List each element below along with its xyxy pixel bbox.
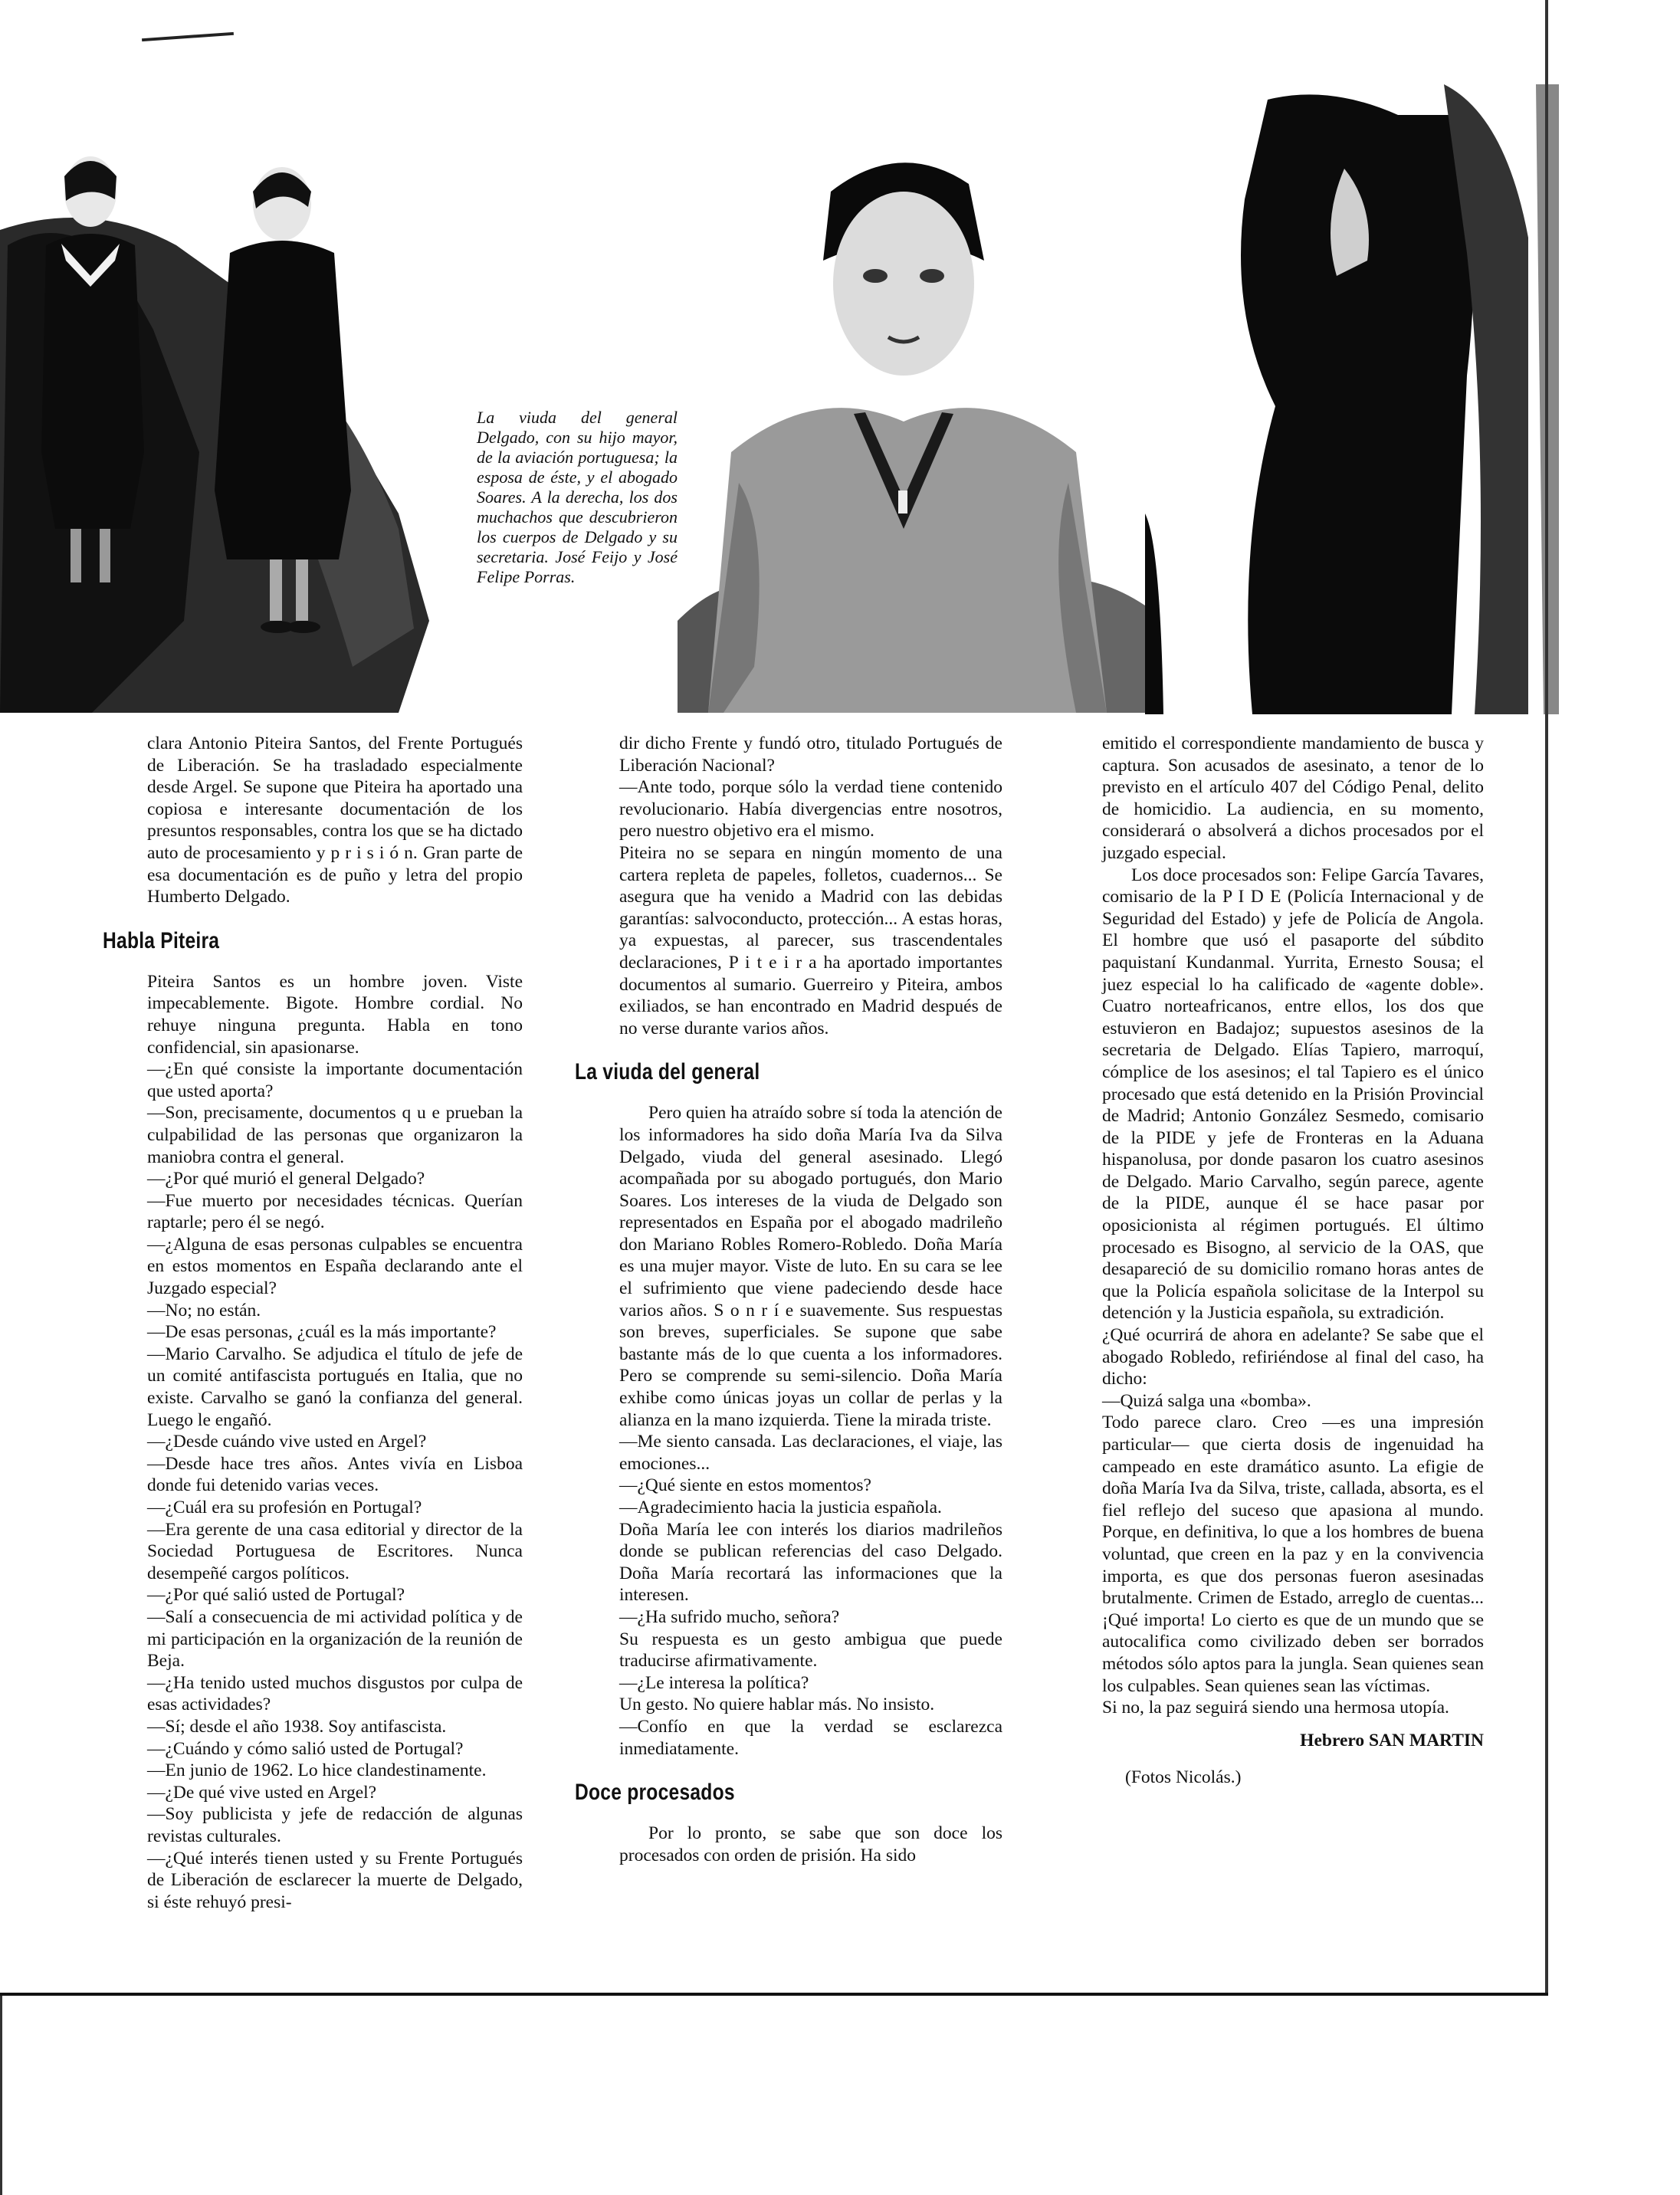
col2-paragraph: Pero quien ha atraído sobre sí toda la atención de los informadores ha sido doña María Iva da Silva Delgado, viuda del general asesinado. Llegó acompañada por su abogado portugués, don Mario Soares. Los intereses de la viuda de Delgado son representados en España por el abogado madrileño don Mariano Robles Romero-Robledo. Doña María es una mujer mayor. Viste de luto. En su cara se lee el sufrimiento que viene padeciendo desde hace varios años. S o n r í e suavemente. Sus respuestas son breves, superficiales. Se supone que sabe bastante más de lo que cuenta a los informadores. Pero se comprende su semi-silencio. Doña María exhibe como únicas joyas un collar de perlas y la alianza en la mano izquierda. Tiene la mirada triste. bbox=[619, 1103, 1002, 1430]
page-left-edge bbox=[0, 1996, 2, 2195]
col1-paragraph: —No; no están. bbox=[147, 1300, 261, 1321]
col1-paragraph: —¿De qué vive usted en Argel? bbox=[147, 1782, 377, 1803]
col2-paragraph: —Confío en que la verdad se esclarezca inmediatamente. bbox=[619, 1716, 1002, 1759]
photo-boy-image bbox=[678, 130, 1145, 713]
col1-paragraph: —¿Desde cuándo vive usted en Argel? bbox=[147, 1432, 427, 1452]
article-column-2 bbox=[575, 733, 1002, 1866]
col3-paragraph: —Quizá salga una «bomba». bbox=[1102, 1390, 1311, 1411]
article-column-3 bbox=[1102, 733, 1484, 1789]
col3-paragraph: ¿Qué ocurrirá de ahora en adelante? Se sabe que el abogado Robledo, refiriéndose al final del caso, ha dicho: bbox=[1102, 1325, 1484, 1390]
col1-paragraph: —¿Cuándo y cómo salió usted de Portugal? bbox=[147, 1738, 464, 1759]
col2-paragraph: —Agradecimiento hacia la justicia española. bbox=[619, 1498, 942, 1517]
col3-paragraph: Los doce procesados son: Felipe García Tavares, comisario de la P I D E (Policía Internacional y de Seguridad del Estado) y jefe de Policía de Angola. El hombre que usó el pasaporte del súbdito paquistaní Kundanmal. Yurrita, Ernesto Sousa; el juez especial lo ha calificado de «agente doble». Cuatro norteafricanos, entre ellos, los dos que estuvieron en Badajoz; supuestos asesinos de la secretaria de Delgado. Elías Tapiero, marroquí, cómplice de los asesinos; el tal Tapiero es el único procesado que está detenido en la Prisión Provincial de Madrid; Antonio González Sesmedo, comisario de la PIDE y jefe de Fronteras en la Aduana hispanolusa, por donde pasaron los cuatro asesinos de Delgado. Mario Carvalho, según parece, agente de la PIDE, aunque él se hace pasar por oposicionista al régimen portugués. El último procesado es Bisogno, al servicio de la OAS, que desapareció de su domicilio romano horas antes de que la Policía española solicitase de la Interpol su detención y la Justicia española, su extradición. bbox=[1102, 865, 1484, 1324]
col2-paragraph: Doña María lee con interés los diarios madrileños donde se publican referencias del caso Delgado. Doña María recortará las informaciones que la interesen. bbox=[619, 1519, 1002, 1606]
col1-paragraph: —Salí a consecuencia de mi actividad política y de mi participación en la organización de la reunión de Beja. bbox=[147, 1606, 523, 1672]
col1-paragraph: —Mario Carvalho. Se adjudica el título de jefe de un comité antifascista portugués en Italia, que no existe. Carvalho se ganó la confianza del general. Luego le engañó. bbox=[147, 1344, 523, 1430]
photo-second-boy-image bbox=[1145, 84, 1559, 714]
photo-boy bbox=[678, 130, 1145, 713]
col1-paragraph: —Sí; desde el año 1938. Soy antifascista. bbox=[147, 1716, 447, 1737]
col1-paragraph: —¿Cuál era su profesión en Portugal? bbox=[147, 1498, 422, 1517]
col1-paragraph: —¿Qué interés tienen usted y su Frente Portugués de Liberación de esclarecer la muerte de Delgado, si éste rehuyó presi- bbox=[147, 1848, 523, 1912]
photo-credit: (Fotos Nicolás.) bbox=[1125, 1767, 1242, 1788]
page-bottom-edge bbox=[0, 1993, 1548, 1996]
col2-paragraph: Su respuesta es un gesto ambigua que puede traducirse afirmativamente. bbox=[619, 1629, 1002, 1672]
col1-paragraph: —Era gerente de una casa editorial y director de la Sociedad Portuguesa de Escritores. Nunca desempeñé cargos políticos. bbox=[147, 1519, 523, 1583]
col2-paragraph: —Ante todo, porque sólo la verdad tiene contenido revolucionario. Había divergencias entre nosotros, pero nuestro objetivo era el mismo. bbox=[619, 777, 1002, 842]
col3-paragraph: emitido el correspondiente mandamiento de busca y captura. Son acusados de asesinato, a tenor de lo previsto en el artículo 407 del Código Penal, delito de homicidio. La audiencia, en su momento, considerará o absolverá a dichos procesados por el juzgado especial. bbox=[1102, 733, 1484, 863]
heading-habla-piteira: Habla Piteira bbox=[103, 927, 220, 953]
col2-paragraph: Por lo pronto, se sabe que son doce los procesados con orden de prisión. Ha sido bbox=[619, 1823, 1002, 1865]
col2-paragraph: —¿Le interesa la política? bbox=[619, 1672, 809, 1693]
col1-paragraph: —Son, precisamente, documentos q u e prueban la culpabilidad de las personas que organizaron la maniobra contra el general. bbox=[147, 1103, 523, 1167]
col1-paragraph: Piteira Santos es un hombre joven. Viste impecablemente. Bigote. Hombre cordial. No rehuye ninguna pregunta. Habla en tono confidencial, sin apasionarse. bbox=[147, 971, 523, 1058]
col2-paragraph: —¿Ha sufrido mucho, señora? bbox=[619, 1606, 840, 1627]
col3-paragraph: Todo parece claro. Creo —es una impresión particular— que cierta dosis de ingenuidad ha campeado en este dramático asunto. La efigie de doña María Iva da Silva, triste, callada, absorta, es el fiel reflejo del suceso que apasiona al mundo. Porque, en definitiva, lo que a los hombres de buena voluntad, que creen en la paz y en la convivencia importa, es que dos personas fueron asesinadas brutalmente. Crimen de Estado, arreglo de cuentas... ¡Qué importa! Lo cierto es que de un mundo que se autocalifica como civilizado deben ser borrados métodos sólo aptos para la jungla. Sean quienes sean los culpables. Sean quienes sean las víctimas. bbox=[1102, 1412, 1484, 1696]
col1-paragraph: —De esas personas, ¿cuál es la más importante? bbox=[147, 1322, 497, 1343]
col1-paragraph: —Soy publicista y jefe de redacción de algunas revistas culturales. bbox=[147, 1804, 523, 1846]
col3-paragraph: Si no, la paz seguirá siendo una hermosa utopía. bbox=[1102, 1698, 1449, 1718]
article-column-1 bbox=[103, 733, 523, 1913]
top-scan-mark bbox=[142, 32, 234, 41]
photo-widow-group-image bbox=[0, 130, 477, 713]
heading-la-viuda-del-general: La viuda del general bbox=[575, 1059, 760, 1085]
col1-paragraph: —¿Por qué murió el general Delgado? bbox=[147, 1169, 425, 1189]
author-signature: Hebrero SAN MARTIN bbox=[1300, 1730, 1484, 1750]
col1-paragraph: —¿Por qué salió usted de Portugal? bbox=[147, 1585, 405, 1606]
heading-doce-procesados: Doce procesados bbox=[575, 1780, 735, 1806]
col1-paragraph: —¿Ha tenido usted muchos disgustos por culpa de esas actividades? bbox=[147, 1672, 523, 1715]
col1-paragraph: —Desde hace tres años. Antes vivía en Lisboa donde fui detenido varias veces. bbox=[147, 1453, 523, 1496]
col1-paragraph: —¿Alguna de esas personas culpables se encuentra en estos momentos en España declarando ante el Juzgado especial? bbox=[147, 1234, 523, 1299]
col2-paragraph: Piteira no se separa en ningún momento de una cartera repleta de papeles, folletos, cuadernos... Se asegura que ha venido a Madrid con las debidas garantías: salvoconducto, protección... A estas horas, ya expuestas, al parecer, sus trascendentales declaraciones, P i t e i r a ha aportado importantes documentos al sumario. Guerreiro y Piteira, ambos exiliados, se han encontrado en Madrid después de no verse durante varios años. bbox=[619, 842, 1002, 1038]
photo-second-boy bbox=[1145, 84, 1559, 714]
page-right-edge bbox=[1545, 0, 1548, 1996]
col2-paragraph: dir dicho Frente y fundó otro, titulado Portugués de Liberación Nacional? bbox=[619, 733, 1002, 776]
col1-paragraph: —En junio de 1962. Lo hice clandestinamente. bbox=[147, 1760, 487, 1781]
col2-paragraph: Un gesto. No quiere hablar más. No insisto. bbox=[619, 1695, 935, 1715]
photo-widow-group bbox=[0, 130, 477, 713]
photo-caption: La viuda del general Delgado, con su hijo mayor, de la aviación portuguesa; la esposa de éste, y el abogado Soares. A la derecha, los dos muchachos que descubrieron los cuerpos de Delgado y su secretaria. José Feijo y José Felipe Porras. bbox=[477, 408, 678, 586]
col1-intro: clara Antonio Piteira Santos, del Frente Portugués de Liberación. Se ha trasladado especialmente desde Argel. Se supone que Piteira ha aportado una copiosa e interesante documentación de los presuntos responsables, contra los que se ha dictado auto de procesamiento y p r i s i ó n. Gran parte de esa documentación es de puño y letra del propio Humberto Delgado. bbox=[147, 733, 523, 907]
col1-paragraph: —¿En qué consiste la importante documentación que usted aporta? bbox=[147, 1059, 523, 1101]
col2-paragraph: —Me siento cansada. Las declaraciones, el viaje, las emociones... bbox=[619, 1432, 1002, 1474]
col1-paragraph: —Fue muerto por necesidades técnicas. Querían raptarle; pero él se negó. bbox=[147, 1190, 523, 1233]
col2-paragraph: —¿Qué siente en estos momentos? bbox=[619, 1475, 871, 1496]
